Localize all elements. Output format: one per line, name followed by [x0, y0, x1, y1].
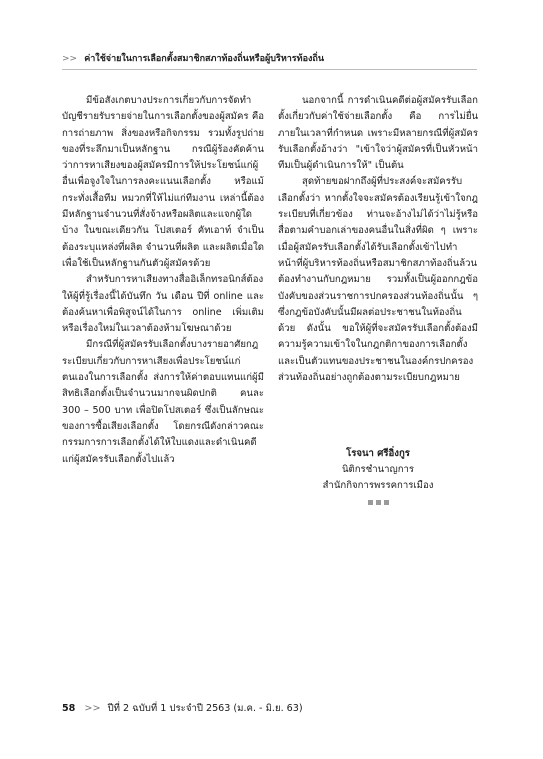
- header-arrow: >>: [62, 54, 78, 64]
- author-name: โรจนา ศรีอิ่งกูร: [346, 448, 410, 459]
- author-office: สำนักกิจการพรรคการเมือง: [322, 480, 434, 491]
- end-marker-square: [368, 500, 373, 505]
- author-position: นิติกรชำนาญการ: [341, 464, 415, 475]
- body-paragraph: นอกจากนี้ การดำเนินคดีต่อผู้สมัครรับเลือกตั้งเกี่ยวกับค่าใช้จ่ายเลือกตั้ง คือ การไม่ยื่นภายในเวลาที่กำหนด เพราะมีหลายกรณีที่ผู้สมัครรับเลือกตั้งอ้างว่า "เข้าใจว่าผู้สมัครที่เป็นหัวหน้าทีมเป็นผู้ดำเนินการให้" เป็นต้น: [278, 95, 478, 172]
- issue-info: ปีที่ 2 ฉบับที่ 1 ประจำปี 2563 (ม.ค. - มิ.ย. 63): [107, 703, 303, 714]
- body-paragraph: มีข้อสังเกตบางประการเกี่ยวกับการจัดทำบัญชีรายรับรายจ่ายในการเลือกตั้งของผู้สมัคร คือ การถ่ายภาพ สิ่งของหรือกิจกรรม รวมทั้งรูปถ่ายของที่ระลึกมาเป็นหลักฐาน กรณีผู้ร้องคัดค้านว่าการหาเสียงของผู้สมัครมีการให้ประโยชน์แก่ผู้อื่นเพื่อจูงใจในการลงคะแนนเลือกตั้ง หรือแม้กระทั่งเสื้อทีม หมวกที่ให้ไม่แก่ทีมงาน เหล่านี้ต้องมีหลักฐานจำนวนที่สั่งจ้างหรือผลิตและแจกผู้ใดบ้าง ในขณะเดียวกัน โปสเตอร์ คัทเอาท์ จำเป็นต้องระบุแหล่งที่ผลิต จำนวนที่ผลิต และผลิตเมื่อใด เพื่อใช้เป็นหลักฐานกันตัวผู้สมัครด้วย: [62, 95, 264, 269]
- header-title: ค่าใช้จ่ายในการเลือกตั้งสมาชิกสภาท้องถิ่นหรือผู้บริหารท้องถิ่น: [84, 54, 324, 64]
- end-marker: [278, 500, 478, 505]
- body-paragraph: สำหรับการหาเสียงทางสื่ออิเล็กทรอนิกส์ต้องให้ผู้ที่รู้เรื่องนี้ได้บันทึก วัน เดือน ปีที่ online และต้องค้นหาเพื่อพิสูจน์ได้ในการ online เพิ่มเติมหรือเรื่องใหม่ในเวลาต้องห้ามโฆษณาด้วย: [62, 274, 264, 335]
- end-marker-square: [384, 500, 389, 505]
- header-divider: [62, 69, 477, 70]
- body-paragraph: สุดท้ายขอฝากถึงผู้ที่ประสงค์จะสมัครรับเลือกตั้งว่า หากตั้งใจจะสมัครต้องเรียนรู้เข้าใจกฎระเบียบที่เกี่ยวข้อง ท่านจะอ้างไม่ได้ว่าไม่รู้หรือสื่อตามคำบอกเล่าของคนอื่นในสิ่งที่ผิด ๆ เพราะเมื่อผู้สมัครรับเลือกตั้งได้รับเลือกตั้งเข้าไปทำหน้าที่ผู้บริหารท้องถิ่นหรือสมาชิกสภาท้องถิ่นล้วนต้องทำงานกับกฎหมาย รวมทั้งเป็นผู้ออกกฎข้อบังคับของส่วนราชการปกครองส่วนท้องถิ่นนั้น ๆ ซึ่งกฎข้อบังคับนั้นมีผลต่อประชาชนในท้องถิ่นด้วย ดังนั้น ขอให้ผู้ที่จะสมัครรับเลือกตั้งต้องมีความรู้ความเข้าใจในกฎกติกาของการเลือกตั้งและเป็นตัวแทนของประชาชนในองค์กรปกครองส่วนท้องถิ่นอย่างถูกต้องตามระเบียบกฎหมาย: [278, 176, 478, 384]
- left-column: [62, 93, 264, 468]
- page-footer: [62, 702, 362, 716]
- running-header: [62, 52, 477, 66]
- body-paragraph: มีกรณีที่ผู้สมัครรับเลือกตั้งบางรายอาศัยกฎระเบียบเกี่ยวกับการหาเสียงเพื่อประโยชน์แก่ตนเองในการเลือกตั้ง ส่งการให้ค่าตอบแทนแก่ผู้มีสิทธิเลือกตั้งเป็นจำนวนมากจนผิดปกติ คนละ 300 – 500 บาท เพื่อปิดโปสเตอร์ ซึ่งเป็นลักษณะของการซื้อเสียงเลือกตั้ง โดยกรณีดังกล่าวคณะกรรมการการเลือกตั้งได้ให้ใบแดงและดำเนินคดีแก่ผู้สมัครรับเลือกตั้งไปแล้ว: [62, 339, 264, 465]
- right-column: [278, 93, 478, 386]
- footer-arrow: >>: [84, 703, 101, 714]
- page-number: 58: [62, 703, 76, 714]
- author-signature: [278, 446, 478, 505]
- end-marker-square: [376, 500, 381, 505]
